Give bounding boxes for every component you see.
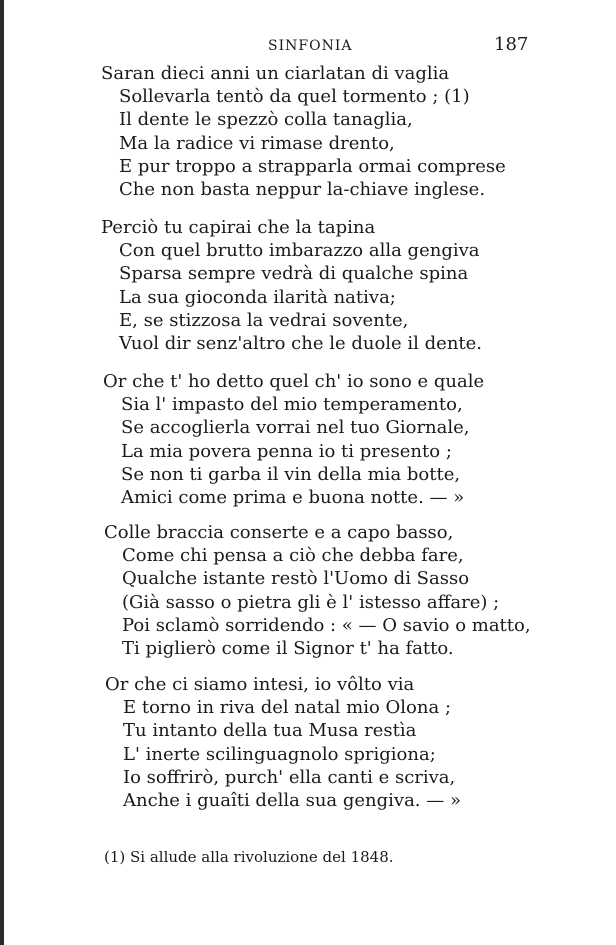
verse-line: Or che ci siamo intesi, io vôlto via (105, 674, 415, 695)
verse-line: Colle braccia conserte e a capo basso, (104, 522, 454, 543)
page-binding-edge (0, 0, 4, 945)
verse-line: Sollevarla tentò da quel tormento ; (1) (119, 86, 470, 108)
footnote: (1) Si allude alla rivoluzione del 1848. (104, 848, 394, 866)
verse-line: (Già sasso o pietra gli è l' istesso affare) ; (122, 591, 500, 613)
stanza-1 (101, 62, 506, 201)
stanza-5 (105, 673, 461, 812)
stanza-2 (101, 216, 482, 355)
stanza-4 (104, 521, 531, 660)
verse-line: Come chi pensa a ciò che debba fare, (122, 545, 464, 567)
verse-line: E pur troppo a strapparla ormai comprese (119, 155, 506, 177)
verse-line: Amici come prima e buona notte. — » (121, 487, 465, 509)
verse-line: Perciò tu capirai che la tapina (101, 217, 376, 238)
verse-line: Se accoglierla vorrai nel tuo Giornale, (121, 417, 470, 439)
verse-line: Ti piglierò come il Signor t' ha fatto. (122, 638, 454, 660)
verse-line: La mia povera penna io ti presento ; (121, 440, 452, 462)
verse-line: Anche i guaîti della sua gengiva. — » (123, 790, 461, 812)
stanza-3 (103, 370, 484, 509)
page-header (0, 34, 616, 58)
verse-line: E torno in riva del natal mio Olona ; (123, 697, 452, 719)
verse-line: Sparsa sempre vedrà di qualche spina (119, 263, 469, 285)
verse-line: Poi sclamò sorridendo : « — O savio o matto, (122, 614, 531, 636)
verse-line: Se non ti garba il vin della mia botte, (121, 463, 461, 485)
verse-line: Vuol dir senz'altro che le duole il dente. (119, 333, 483, 355)
verse-line: Il dente le spezzò colla tanaglia, (119, 109, 413, 131)
verse-line: Con quel brutto imbarazzo alla gengiva (119, 240, 480, 262)
verse-line: Io soffrirò, purch' ella canti e scriva, (123, 766, 456, 788)
verse-line: Che non basta neppur la-chiave inglese. (119, 179, 486, 201)
verse-line: Ma la radice vi rimase drento, (119, 132, 395, 154)
running-title: SINFONIA (268, 38, 353, 54)
page-number: 187 (494, 34, 529, 55)
verse-line: La sua gioconda ilarità nativa; (119, 286, 396, 308)
verse-line: Qualche istante restò l'Uomo di Sasso (122, 568, 470, 590)
verse-line: L' inerte scilinguagnolo sprigiona; (123, 743, 436, 765)
verse-line: E, se stizzosa la vedrai sovente, (119, 309, 409, 331)
verse-line: Sia l' impasto del mio temperamento, (121, 394, 463, 416)
verse-line: Tu intanto della tua Musa restìa (123, 720, 417, 742)
verse-line: Saran dieci anni un ciarlatan di vaglia (101, 63, 450, 84)
verse-line: Or che t' ho detto quel ch' io sono e quale (103, 371, 485, 392)
